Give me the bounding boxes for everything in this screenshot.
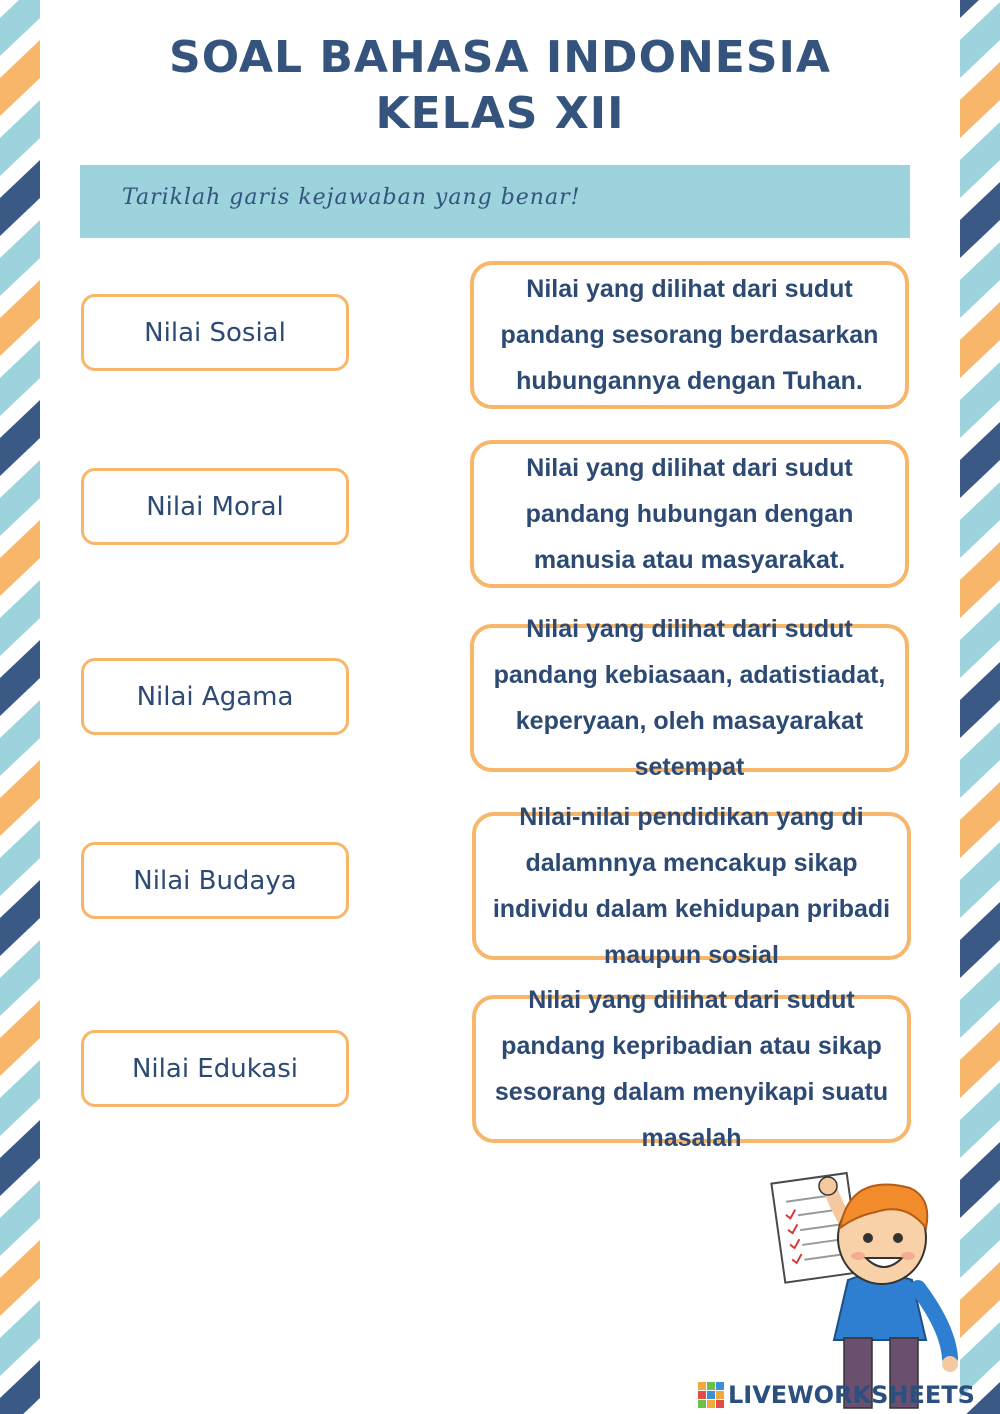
stripe-band [960, 302, 1000, 378]
stripe-band [960, 722, 1000, 798]
stripe-band [960, 482, 1000, 558]
left-stripe-border [0, 0, 40, 1414]
page-subtitle: KELAS XII [375, 88, 625, 139]
stripe-band [960, 542, 1000, 618]
match-right-item[interactable]: Nilai-nilai pendidikan yang di dalamnnya mencakup sikap individu dalam kehidupan pribadi maupun sosial [472, 812, 911, 960]
instruction-bar [80, 165, 910, 238]
stripe-band [960, 842, 1000, 918]
stripe-band [0, 1000, 40, 1076]
stripe-band [960, 422, 1000, 498]
stripe-band [0, 280, 40, 356]
stripe-band [960, 1082, 1000, 1158]
brand-name: LIVEWORKSHEETS [728, 1381, 975, 1409]
stripe-band [0, 1180, 40, 1256]
stripe-band [960, 662, 1000, 738]
stripe-band [0, 940, 40, 1016]
stripe-band [0, 1060, 40, 1136]
stripe-band [960, 902, 1000, 978]
stripe-band [0, 160, 40, 236]
stripe-band [0, 460, 40, 536]
stripe-band [0, 400, 40, 476]
match-left-item[interactable]: Nilai Budaya [81, 842, 349, 919]
match-left-item[interactable]: Nilai Sosial [81, 294, 349, 371]
stripe-band [0, 700, 40, 776]
page-title: SOAL BAHASA INDONESIA [169, 32, 831, 83]
match-left-item[interactable]: Nilai Moral [81, 468, 349, 545]
match-right-item[interactable]: Nilai yang dilihat dari sudut pandang sesorang berdasarkan hubungannya dengan Tuhan. [470, 261, 909, 409]
stripe-band [0, 340, 40, 416]
liveworksheets-logo-icon [698, 1382, 724, 1408]
stripe-band [0, 760, 40, 836]
stripe-band [0, 640, 40, 716]
match-left-item[interactable]: Nilai Agama [81, 658, 349, 735]
stripe-band [960, 242, 1000, 318]
stripe-band [0, 1300, 40, 1376]
boy-holding-worksheet-illustration [770, 1168, 965, 1414]
stripe-band [0, 520, 40, 596]
right-stripe-border [960, 0, 1000, 1414]
stripe-band [0, 1240, 40, 1316]
stripe-band [960, 1202, 1000, 1278]
instruction-text: Tariklah garis kejawaban yang benar! [122, 185, 581, 210]
stripe-band [960, 782, 1000, 858]
stripe-band [0, 880, 40, 956]
match-right-item[interactable]: Nilai yang dilihat dari sudut pandang hubungan dengan manusia atau masyarakat. [470, 440, 909, 588]
stripe-band [960, 362, 1000, 438]
stripe-band [0, 1120, 40, 1196]
stripe-band [960, 602, 1000, 678]
match-left-item[interactable]: Nilai Edukasi [81, 1030, 349, 1107]
stripe-band [960, 962, 1000, 1038]
stripe-band [960, 1262, 1000, 1338]
stripe-band [0, 580, 40, 656]
brand-logo[interactable] [698, 1380, 975, 1410]
stripe-band [960, 1022, 1000, 1098]
match-right-item[interactable]: Nilai yang dilihat dari sudut pandang kepribadian atau sikap sesorang dalam menyikapi suatu masalah [472, 995, 911, 1143]
match-right-item[interactable]: Nilai yang dilihat dari sudut pandang kebiasaan, adatistiadat, keperyaan, oleh masayarakat setempat [470, 624, 909, 772]
stripe-band [0, 820, 40, 896]
stripe-band [960, 1142, 1000, 1218]
stripe-band [960, 182, 1000, 258]
stripe-band [0, 220, 40, 296]
